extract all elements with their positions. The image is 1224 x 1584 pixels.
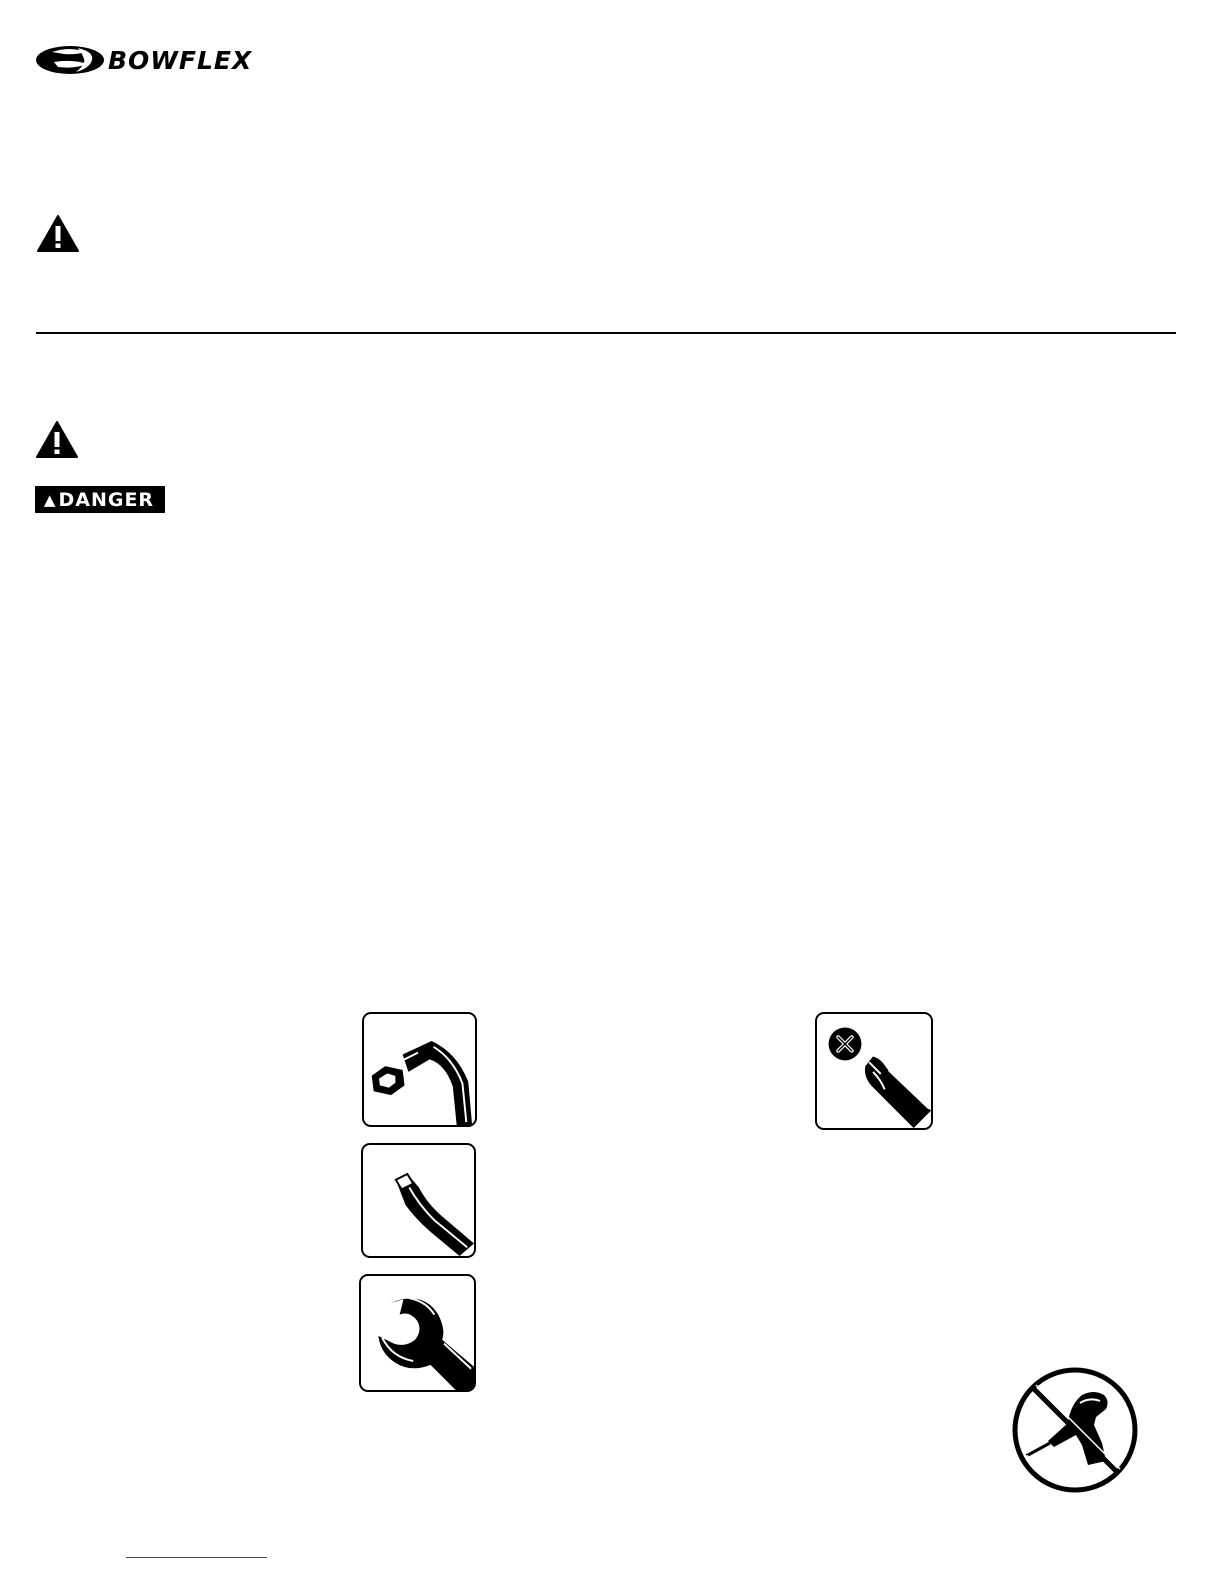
- no-power-drill-icon: [1010, 1365, 1140, 1495]
- open-wrench-icon: [359, 1274, 476, 1392]
- warning-triangle-icon: [35, 420, 79, 460]
- flat-screwdriver-icon: [361, 1143, 476, 1258]
- danger-badge: [35, 486, 165, 513]
- brand-wordmark: BOWFLEX: [108, 46, 253, 75]
- danger-label: DANGER: [58, 488, 155, 511]
- section-divider: [36, 332, 1176, 334]
- danger-triangle-icon: ▲: [43, 490, 57, 509]
- warning-triangle-icon: [36, 214, 80, 254]
- bowflex-logo: [34, 42, 294, 78]
- phillips-screwdriver-icon: [815, 1012, 933, 1130]
- bowflex-logo-mark: [34, 42, 106, 78]
- link-underline[interactable]: [126, 1557, 267, 1558]
- hex-key-icon: [362, 1012, 477, 1127]
